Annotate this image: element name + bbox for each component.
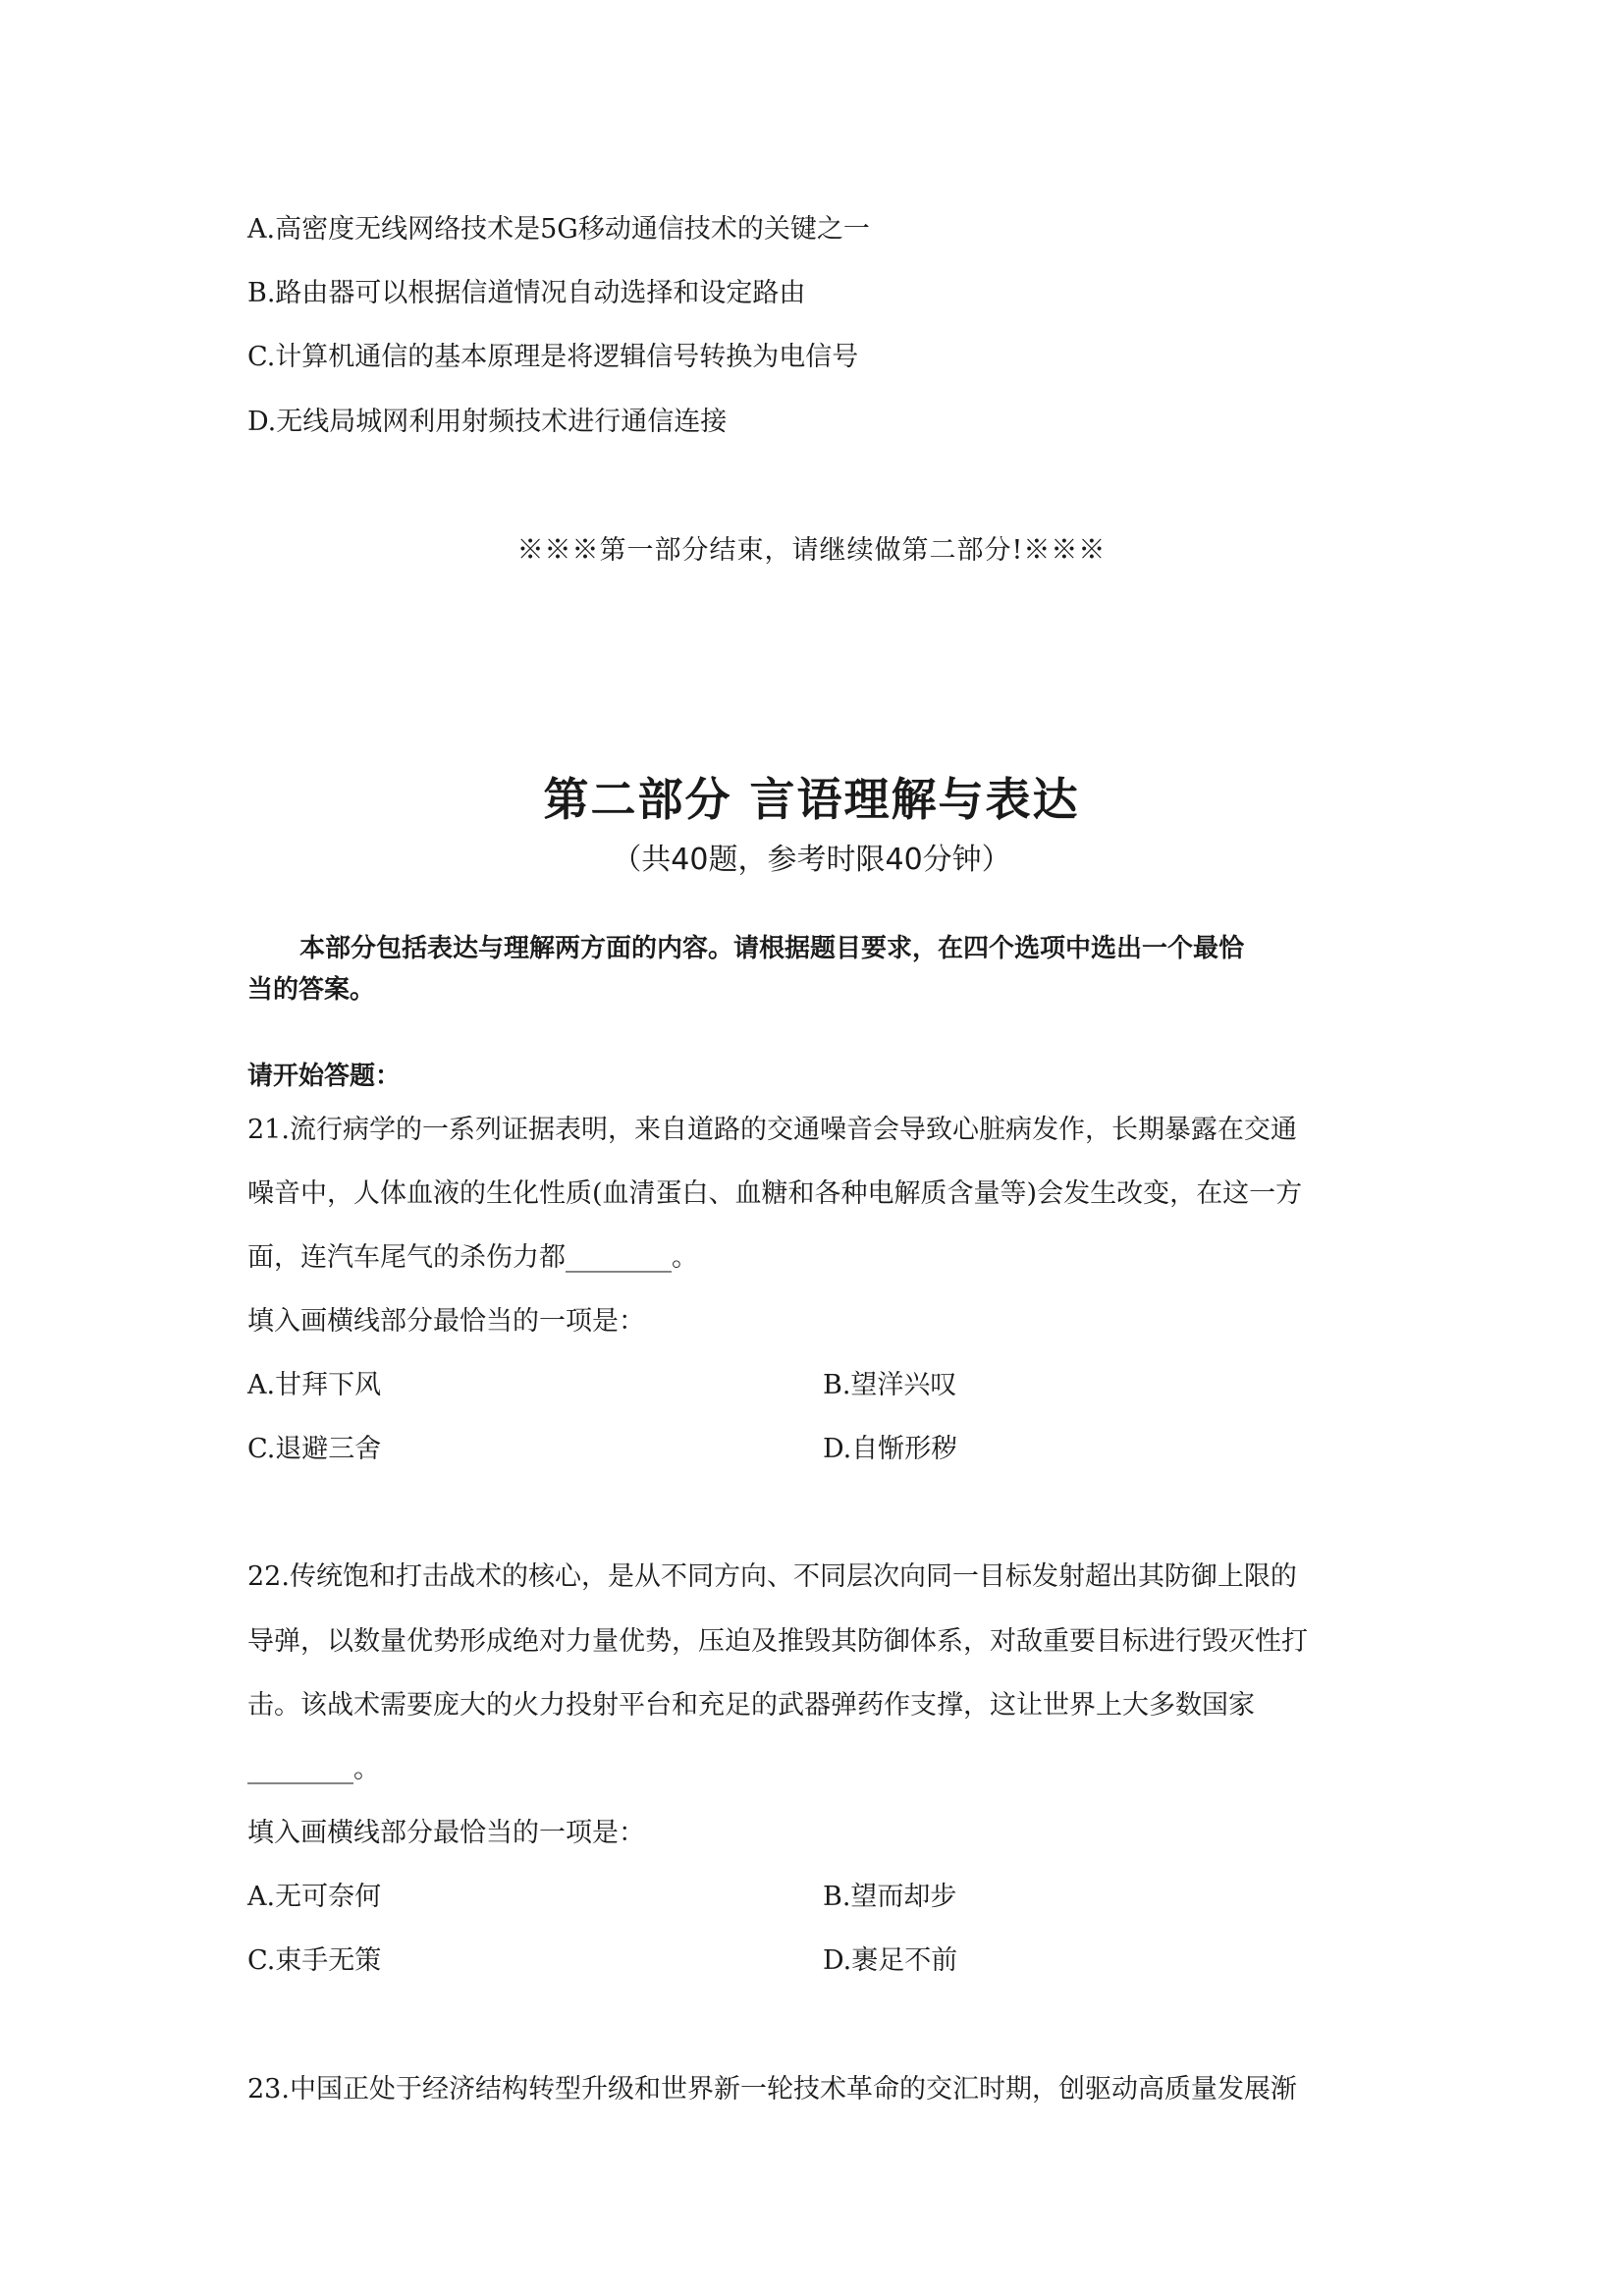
section-subtitle: （共40题，参考时限40分钟） (612, 843, 1011, 877)
q21-stem-line-2: 噪音中，人体血液的生化性质(血清蛋白、血糖和各种电解质含量等)会发生改变，在这一方 (247, 1178, 1303, 1209)
q22-prompt: 填入画横线部分最恰当的一项是： (247, 1818, 645, 1848)
prev-option-d: D.无线局城网利用射频技术进行通信连接 (247, 407, 728, 437)
q21-option-b: B.望洋兴叹 (823, 1370, 957, 1400)
section-title: 第二部分 言语理解与表达 (543, 773, 1080, 826)
q22-option-b: B.望而却步 (823, 1882, 957, 1912)
q22-option-a: A.无可奈何 (247, 1882, 382, 1912)
q22-stem-line-4: ________。 (247, 1754, 380, 1784)
prev-option-b: B.路由器可以根据信道情况自动选择和设定路由 (247, 278, 806, 308)
q21-stem-line-1: 21.流行病学的一系列证据表明，来自道路的交通噪音会导致心脏病发作，长期暴露在交通 (247, 1115, 1297, 1145)
q22-stem-line-3: 击。该战术需要庞大的火力投射平台和充足的武器弹药作支撑，这让世界上大多数国家 (247, 1690, 1255, 1721)
q22-stem-line-2: 导弹，以数量优势形成绝对力量优势，压迫及推毁其防御体系，对敌重要目标进行毁灭性打 (247, 1626, 1308, 1657)
start-prompt: 请开始答题： (247, 1062, 402, 1091)
prev-option-a: A.高密度无线网络技术是5G移动通信技术的关键之一 (247, 214, 870, 245)
instructions-line-1: 本部分包括表达与理解两方面的内容。请根据题目要求，在四个选项中选出一个最恰 (299, 934, 1245, 963)
q21-option-d: D.自惭形秽 (823, 1434, 958, 1464)
q21-stem-line-3: 面，连汽车尾气的杀伤力都________。 (247, 1242, 698, 1273)
q21-prompt: 填入画横线部分最恰当的一项是： (247, 1306, 645, 1337)
q23-stem-line-1: 23.中国正处于经济结构转型升级和世界新一轮技术革命的交汇时期，创驱动高质量发展渐 (247, 2074, 1297, 2105)
q22-option-d: D.裹足不前 (823, 1945, 958, 1976)
q21-option-a: A.甘拜下风 (247, 1370, 382, 1400)
q21-option-c: C.退避三舍 (247, 1434, 382, 1464)
instructions-line-2: 当的答案。 (247, 975, 376, 1005)
prev-option-c: C.计算机通信的基本原理是将逻辑信号转换为电信号 (247, 342, 859, 372)
q22-stem-line-1: 22.传统饱和打击战术的核心，是从不同方向、不同层次向同一目标发射超出其防御上限的 (247, 1561, 1297, 1592)
q22-option-c: C.束手无策 (247, 1945, 382, 1976)
part-one-end-note: ※※※第一部分结束，请继续做第二部分!※※※ (516, 535, 1107, 566)
